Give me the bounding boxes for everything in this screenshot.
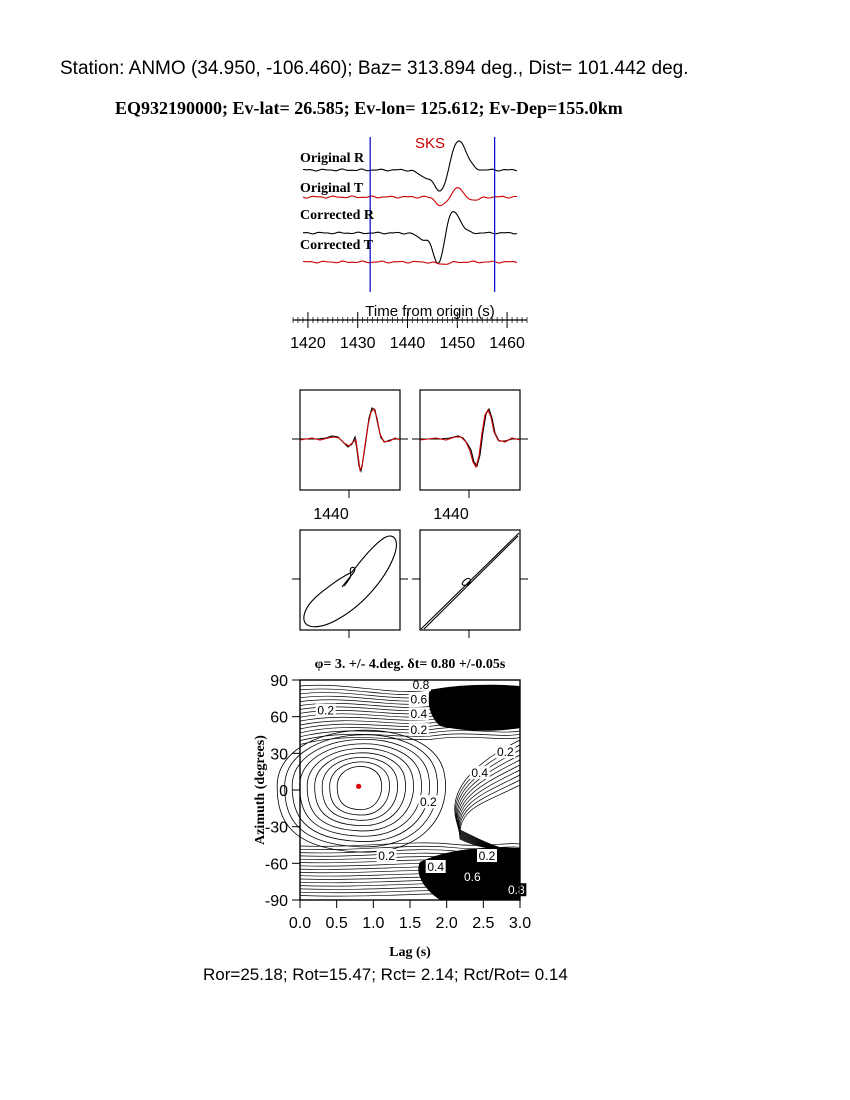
series-label-corrected-t: Corrected T: [300, 238, 373, 253]
overlay-corrected-frame: [420, 390, 520, 490]
overlay-corrected-black: [420, 409, 520, 466]
contour-label: 0.4: [427, 860, 445, 874]
particle-motion-original-loop: [304, 536, 397, 627]
waveform-panel: [290, 135, 527, 352]
overlay-original-frame: [300, 390, 400, 490]
error-surface-title: [315, 657, 506, 672]
contour-label: 0.4: [410, 707, 428, 722]
error-surface-x-tick-label: 3.0: [508, 915, 532, 932]
error-surface-x-ticks: [289, 900, 531, 932]
error-surface-x-tick-label: 0.0: [288, 915, 312, 932]
error-surface-y-tick-label: 30: [270, 746, 288, 764]
series-label-original-t: Original T: [300, 181, 364, 196]
error-surface-title-dt: δt= 0.80 +/-0.05s: [407, 657, 506, 672]
contour-label: 0.2: [419, 795, 437, 810]
waveform-x-tick-label: 1450: [439, 335, 476, 352]
overlay-corrected-red: [420, 410, 520, 467]
contour-label: 0.4: [471, 765, 489, 780]
overlay-corrected-xtick-label: 1440: [433, 506, 469, 523]
contour-label: 0.6: [410, 692, 428, 707]
overlay-original-black: [300, 408, 400, 471]
event-info: EQ932190000; Ev-lat= 26.585; Ev-lon= 125.612; Ev-Dep=155.0km: [115, 98, 623, 118]
particle-motion-original-frame: [300, 530, 400, 630]
contour-label: 0.2: [496, 745, 514, 760]
error-surface-x-tick-label: 2.5: [472, 915, 495, 932]
overlay-corrected-panel: [412, 390, 528, 523]
error-surface-x-tick-label: 0.5: [325, 915, 348, 932]
contour-label: 0.8: [412, 677, 430, 692]
contour-label: 0.2: [410, 723, 428, 738]
particle-motion-original-panel: [292, 530, 408, 638]
footer-stats: Ror=25.18; Rot=15.47; Rct= 2.14; Rct/Rot= 0.14: [203, 965, 568, 984]
error-surface-x-axis-label: Lag (s): [389, 945, 431, 960]
error-surface-contour: [455, 745, 520, 852]
phase-label: SKS: [415, 135, 446, 152]
error-surface-panel: [253, 657, 531, 960]
best-fit-point: [356, 784, 361, 789]
error-surface-contour: [459, 775, 520, 852]
overlay-original-panel: [292, 390, 408, 523]
error-surface-contour: [459, 770, 520, 852]
waveform-x-tick-label: 1420: [290, 335, 326, 352]
contour-label: 0.2: [317, 703, 335, 718]
error-surface-x-tick-label: 1.0: [362, 915, 385, 932]
waveform-x-tick-label: 1460: [489, 335, 525, 352]
error-surface-title-phi: φ= 3. +/- 4.deg.: [314, 657, 404, 672]
contour-label: 0.2: [478, 849, 496, 863]
error-surface-y-ticks: [265, 673, 300, 910]
error-surface-y-tick-label: 0: [279, 783, 288, 800]
waveform-x-tick-label: 1440: [389, 335, 426, 352]
error-surface-y-tick-label: -90: [264, 893, 288, 910]
error-surface-y-tick-label: 60: [270, 709, 288, 727]
particle-motion-corrected-panel: [412, 530, 528, 638]
overlay-original-xtick-label: 1440: [313, 506, 349, 523]
contour-label: 0.8: [507, 883, 525, 898]
waveform-x-axis-label: Time from origin (s): [365, 303, 495, 320]
error-surface-y-axis-label: Azimuth (degrees): [253, 735, 268, 845]
error-surface-y-tick-label: 90: [270, 673, 288, 690]
contour-label: 0.2: [378, 849, 395, 863]
error-surface-x-tick-label: 1.5: [398, 915, 422, 932]
particle-motion-corrected-line: [421, 533, 519, 629]
station-info: Station: ANMO (34.950, -106.460); Baz= 313.894 deg., Dist= 101.442 deg.: [60, 58, 689, 79]
error-surface-y-tick-label: -30: [264, 819, 288, 837]
error-surface-y-tick-label: -60: [264, 856, 288, 874]
series-label-original-r: Original R: [300, 151, 365, 166]
trace-corrected-t: [303, 261, 517, 264]
error-surface-x-tick-label: 2.0: [435, 915, 458, 932]
contour-label: 0.6: [463, 869, 481, 884]
waveform-x-tick-label: 1430: [339, 335, 376, 352]
error-surface-contour: [292, 739, 429, 841]
series-label-corrected-r: Corrected R: [300, 208, 374, 223]
